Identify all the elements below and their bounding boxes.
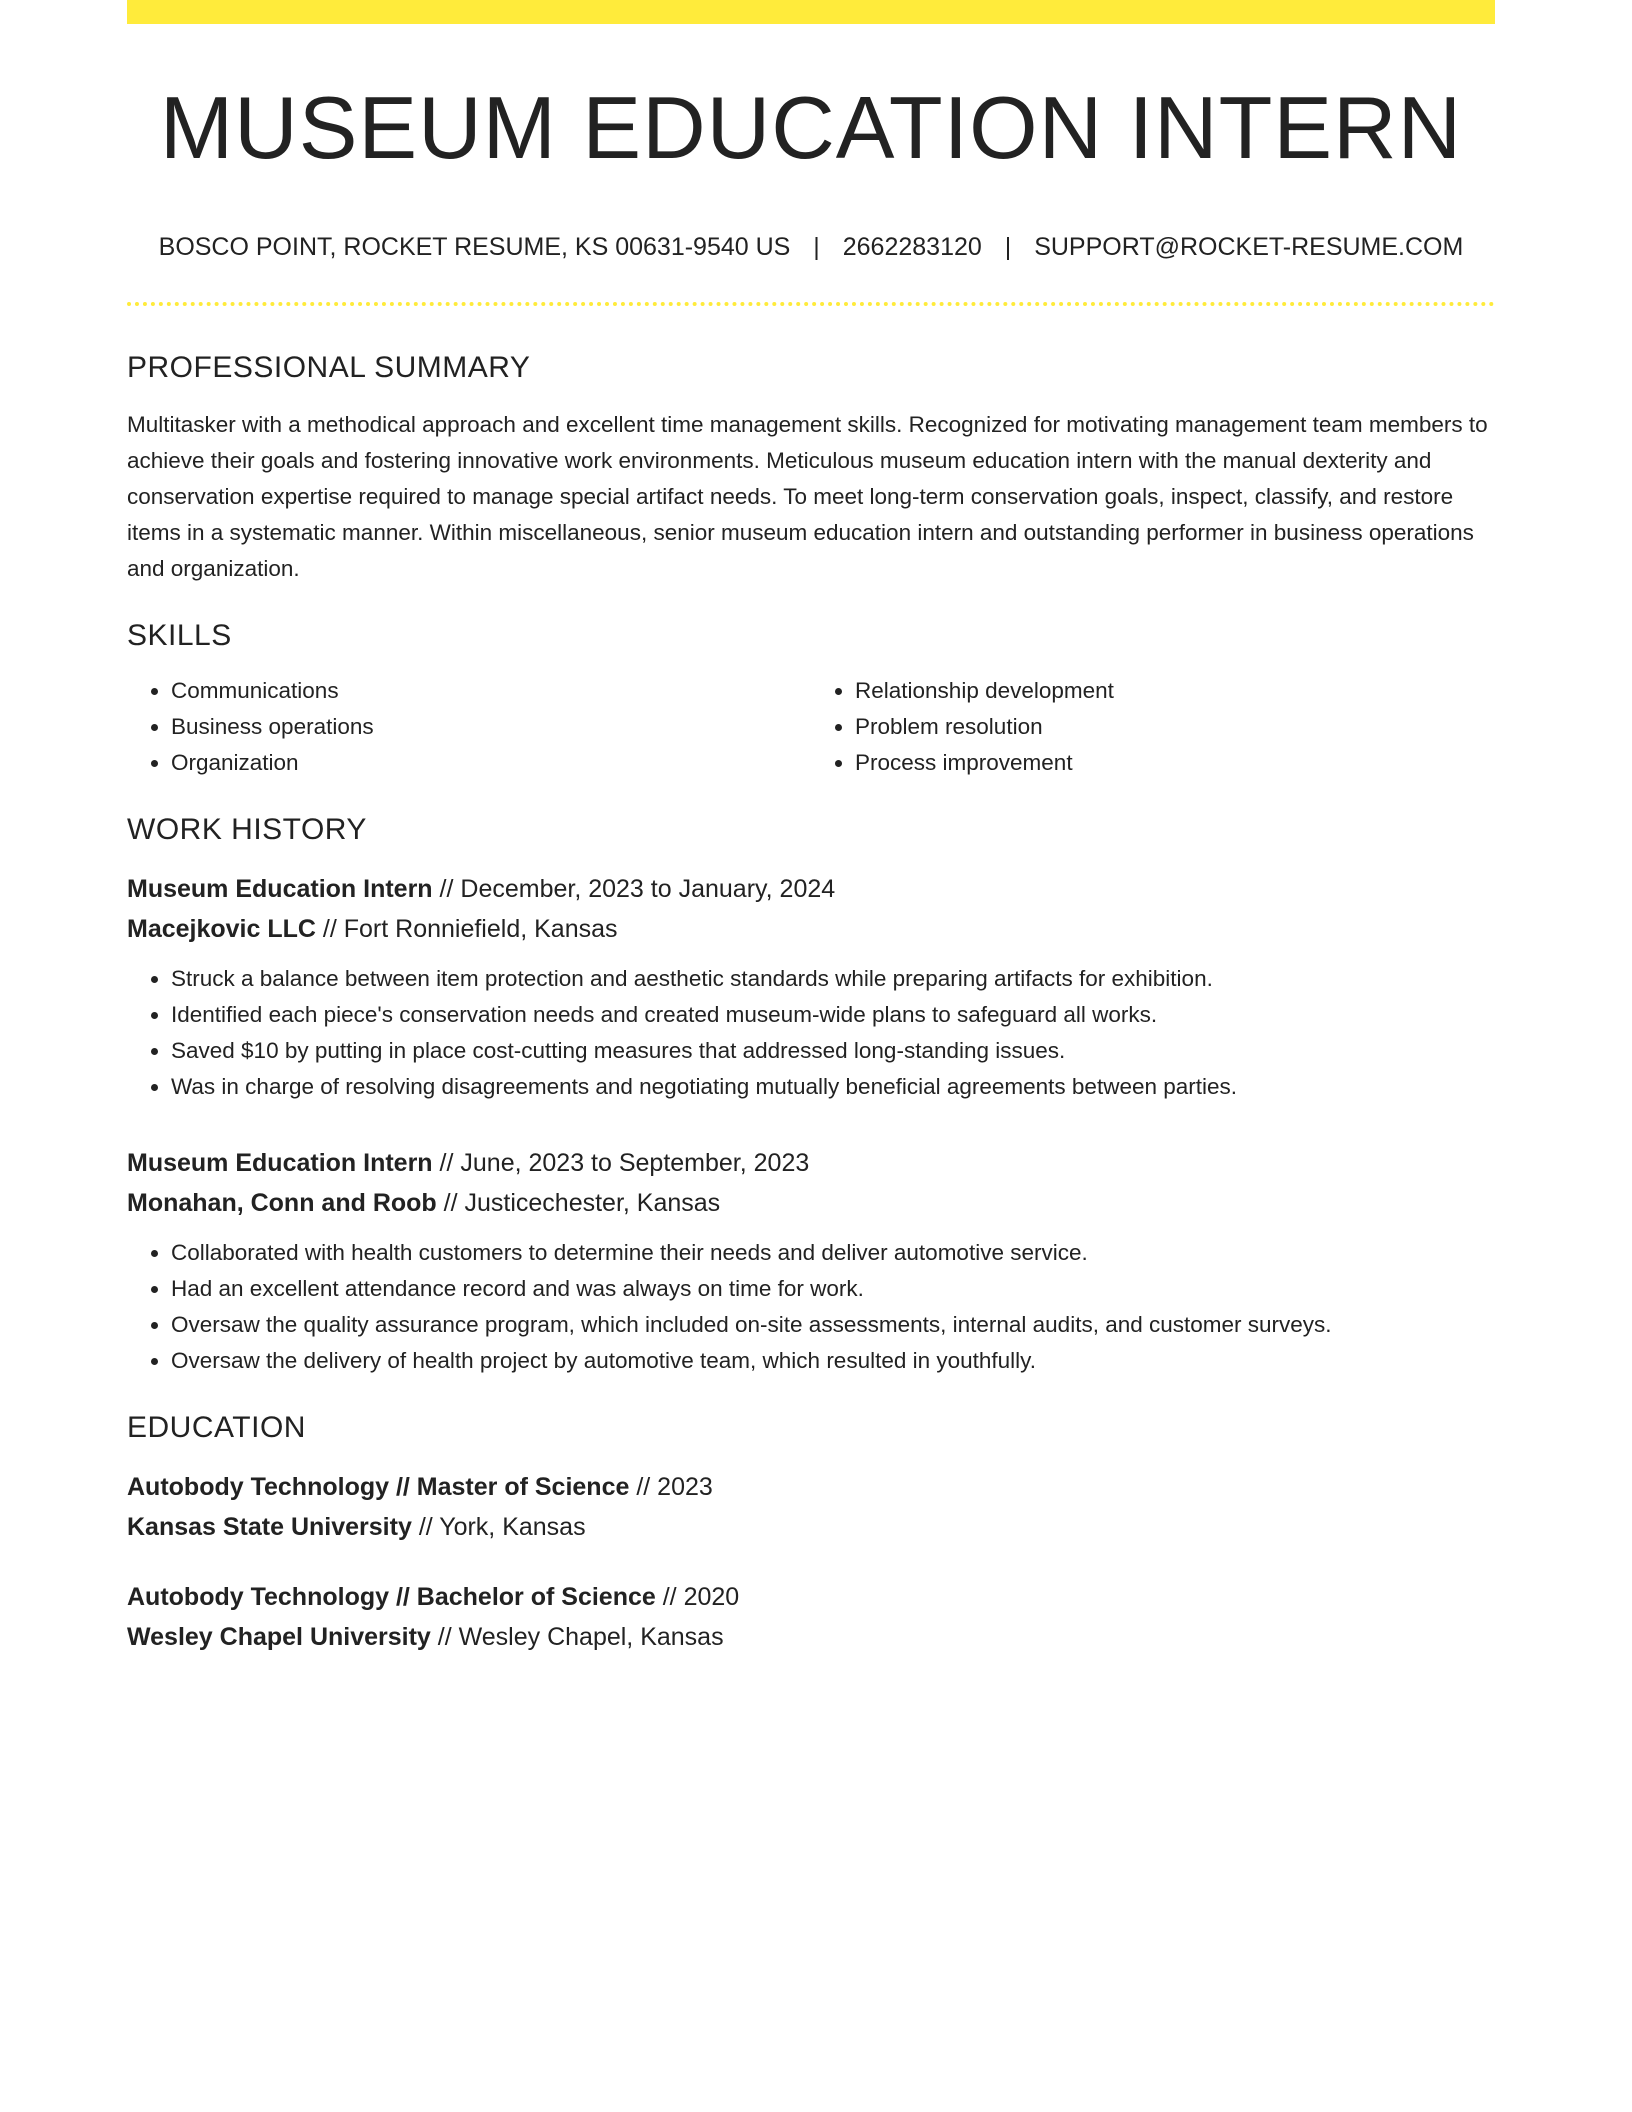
education-degree: Autobody Technology // Master of Science — [127, 1473, 630, 1501]
job-location: // Fort Ronniefield, Kansas — [322, 915, 618, 943]
education-location: // Wesley Chapel, Kansas — [437, 1623, 724, 1651]
job-company: Macejkovic LLC — [127, 915, 316, 943]
job-bullet: • Was in charge of resolving disagreements and negotiating mutually beneficial agreements between parties. — [171, 1069, 1495, 1105]
job-location: // Justicechester, Kansas — [443, 1189, 721, 1217]
skill-item: • Business operations — [171, 709, 811, 745]
job-bullet: • Oversaw the quality assurance program, which included on-site assessments, internal audits, and customer surveys. — [171, 1307, 1495, 1343]
education-degree: Autobody Technology // Bachelor of Science — [127, 1583, 656, 1611]
summary-text: Multitasker with a methodical approach and excellent time management skills. Recognized for motivating management team members to achieve their goals and fostering innovative work environments. Meticulous museum education intern with the manual dexterity and conservation expertise required to manage special artifact needs. To meet long-term conservation goals, inspect, classify, and restore items in a systematic manner. Within miscellaneous, senior museum education intern and outstanding performer in business operations and organization. — [127, 412, 1488, 581]
resume-page — [127, 0, 1495, 1657]
education-school: Wesley Chapel University — [127, 1623, 431, 1651]
job-title-line — [127, 869, 1495, 909]
top-accent-bar — [127, 0, 1495, 24]
job-dates: // December, 2023 to January, 2024 — [439, 875, 836, 903]
education-school: Kansas State University — [127, 1513, 412, 1541]
education-school-line — [127, 1507, 1495, 1547]
contact-address: BOSCO POINT, ROCKET RESUME, KS 00631-9540 US — [158, 233, 791, 261]
work-history-heading: WORK HISTORY — [127, 813, 367, 846]
job-title: Museum Education Intern — [127, 1149, 433, 1177]
skills-column-right — [811, 673, 1495, 781]
job-company-line — [127, 909, 1495, 949]
job-bullets — [127, 1235, 1495, 1379]
education-entry — [127, 1577, 1495, 1657]
job-bullet: • Struck a balance between item protection and aesthetic standards while preparing artifacts for exhibition. — [171, 961, 1495, 997]
job-company: Monahan, Conn and Roob — [127, 1189, 437, 1217]
job-entry — [127, 1143, 1495, 1379]
education-location: // York, Kansas — [418, 1513, 586, 1541]
education-year: // 2020 — [662, 1583, 740, 1611]
education-year: // 2023 — [636, 1473, 713, 1501]
skills-heading: SKILLS — [127, 619, 232, 652]
summary-heading: PROFESSIONAL SUMMARY — [127, 351, 531, 384]
contact-separator: | — [813, 233, 820, 261]
education-degree-line — [127, 1467, 1495, 1507]
job-title: Museum Education Intern — [127, 875, 433, 903]
education-entry — [127, 1467, 1495, 1547]
education-heading: EDUCATION — [127, 1411, 306, 1444]
job-bullet: • Saved $10 by putting in place cost-cutting measures that addressed long-standing issues. — [171, 1033, 1495, 1069]
skill-item: • Communications — [171, 673, 811, 709]
job-dates: // June, 2023 to September, 2023 — [439, 1149, 810, 1177]
skill-item: • Relationship development — [855, 673, 1495, 709]
contact-separator: | — [1004, 233, 1012, 261]
contact-email: SUPPORT@ROCKET-RESUME.COM — [1034, 233, 1464, 261]
job-title-line — [127, 1143, 1495, 1183]
job-company-line — [127, 1183, 1495, 1223]
job-bullet: • Identified each piece's conservation needs and created museum-wide plans to safeguard all works. — [171, 997, 1495, 1033]
job-bullets — [127, 961, 1495, 1105]
skill-item: • Process improvement — [855, 745, 1495, 781]
skill-item: • Problem resolution — [855, 709, 1495, 745]
job-entry — [127, 869, 1495, 1105]
contact-line — [127, 232, 1495, 262]
skills-column-left — [127, 673, 811, 781]
job-bullet: • Oversaw the delivery of health project by automotive team, which resulted in youthfully. — [171, 1343, 1495, 1379]
education-degree-line — [127, 1577, 1495, 1617]
skills-list — [127, 673, 1495, 781]
job-bullet: • Collaborated with health customers to determine their needs and deliver automotive service. — [171, 1235, 1495, 1271]
resume-title: MUSEUM EDUCATION INTERN — [159, 78, 1463, 177]
education-school-line — [127, 1617, 1495, 1657]
job-bullet: • Had an excellent attendance record and was always on time for work. — [171, 1271, 1495, 1307]
skill-item: • Organization — [171, 745, 811, 781]
header-divider — [127, 302, 1495, 306]
contact-phone: 2662283120 — [842, 233, 982, 261]
